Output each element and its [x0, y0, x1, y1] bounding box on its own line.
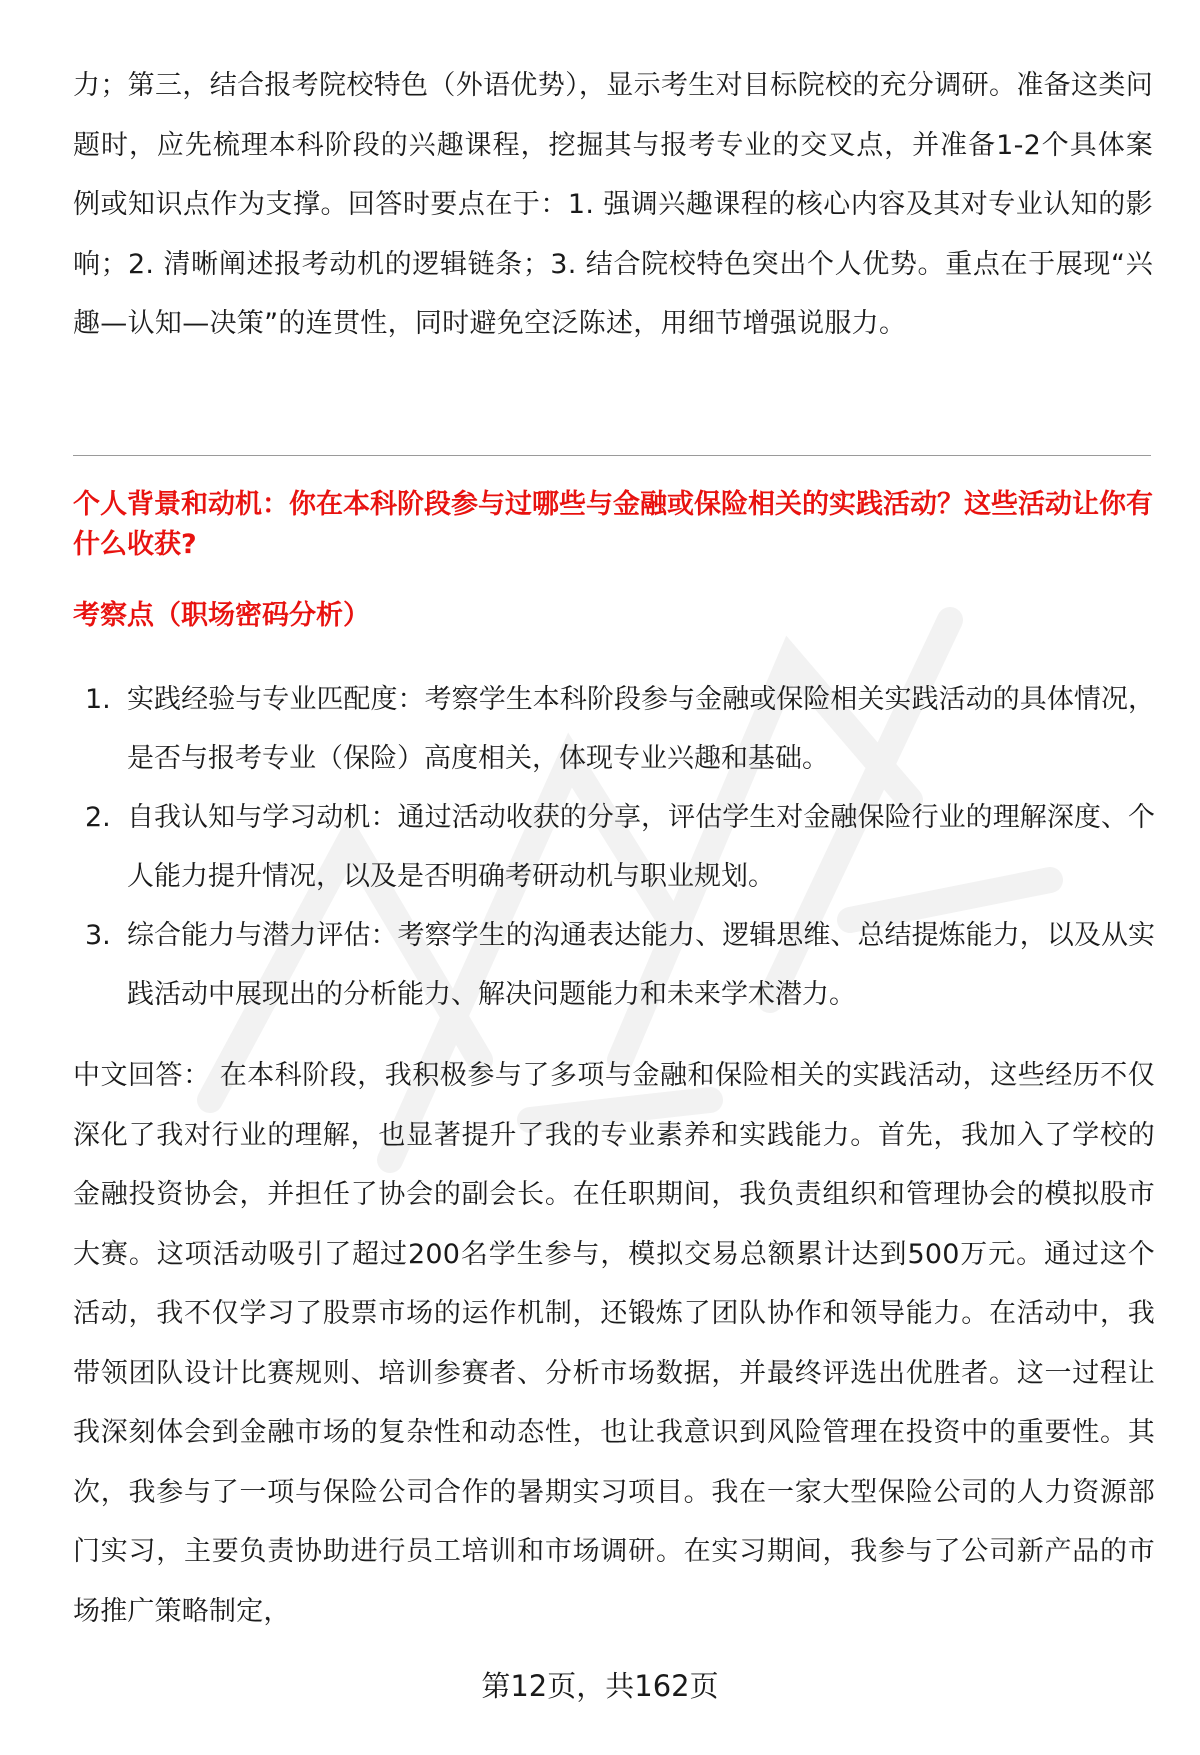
list-item-text: 自我认知与学习动机：通过活动收获的分享，评估学生对金融保险行业的理解深度、个人能力提升情况，以及是否明确考研动机与职业规划。: [127, 802, 1155, 892]
list-item: [73, 788, 1155, 906]
examination-points-list: [73, 670, 1155, 1024]
list-number: 1.: [85, 684, 111, 715]
examination-heading: 考察点（职场密码分析）: [73, 600, 370, 631]
intro-section: [73, 56, 1153, 354]
answer-paragraph: 中文回答： 在本科阶段，我积极参与了多项与金融和保险相关的实践活动，这些经历不仅深化了我对行业的理解，也显著提升了我的专业素养和实践能力。首先，我加入了学校的金融投资协会，并担任了协会的副会长。在任职期间，我负责组织和管理协会的模拟股市大赛。这项活动吸引了超过200名学生参与，模拟交易总额累计达到500万元。通过这个活动，我不仅学习了股票市场的运作机制，还锻炼了团队协作和领导能力。在活动中，我带领团队设计比赛规则、培训参赛者、分析市场数据，并最终评选出优胜者。这一过程让我深刻体会到金融市场的复杂性和动态性，也让我意识到风险管理在投资中的重要性。其次，我参与了一项与保险公司合作的暑期实习项目。我在一家大型保险公司的人力资源部门实习，主要负责协助进行员工培训和市场调研。在实习期间，我参与了公司新产品的市场推广策略制定，: [73, 1060, 1155, 1627]
list-item: [73, 906, 1155, 1024]
list-item: [73, 670, 1155, 788]
list-item-text: 实践经验与专业匹配度：考察学生本科阶段参与金融或保险相关实践活动的具体情况，是否与报考专业（保险）高度相关，体现专业兴趣和基础。: [127, 684, 1155, 774]
list-item-text: 综合能力与潜力评估：考察学生的沟通表达能力、逻辑思维、总结提炼能力，以及从实践活动中展现出的分析能力、解决问题能力和未来学术潜力。: [127, 920, 1155, 1010]
section-divider: [73, 455, 1151, 456]
list-number: 2.: [85, 802, 111, 833]
page-footer: 第12页，共162页: [481, 1669, 719, 1703]
question-heading: 个人背景和动机：你在本科阶段参与过哪些与金融或保险相关的实践活动？这些活动让你有什么收获?: [73, 489, 1153, 560]
intro-paragraph: 力；第三，结合报考院校特色（外语优势），显示考生对目标院校的充分调研。准备这类问题时，应先梳理本科阶段的兴趣课程，挖掘其与报考专业的交叉点，并准备1-2个具体案例或知识点作为支撑。回答时要点在于：1. 强调兴趣课程的核心内容及其对专业认知的影响；2. 清晰阐述报考动机的逻辑链条；3. 结合院校特色突出个人优势。重点在于展现“兴趣—认知—决策”的连贯性，同时避免空泛陈述，用细节增强说服力。: [73, 70, 1153, 340]
list-number: 3.: [85, 920, 111, 951]
